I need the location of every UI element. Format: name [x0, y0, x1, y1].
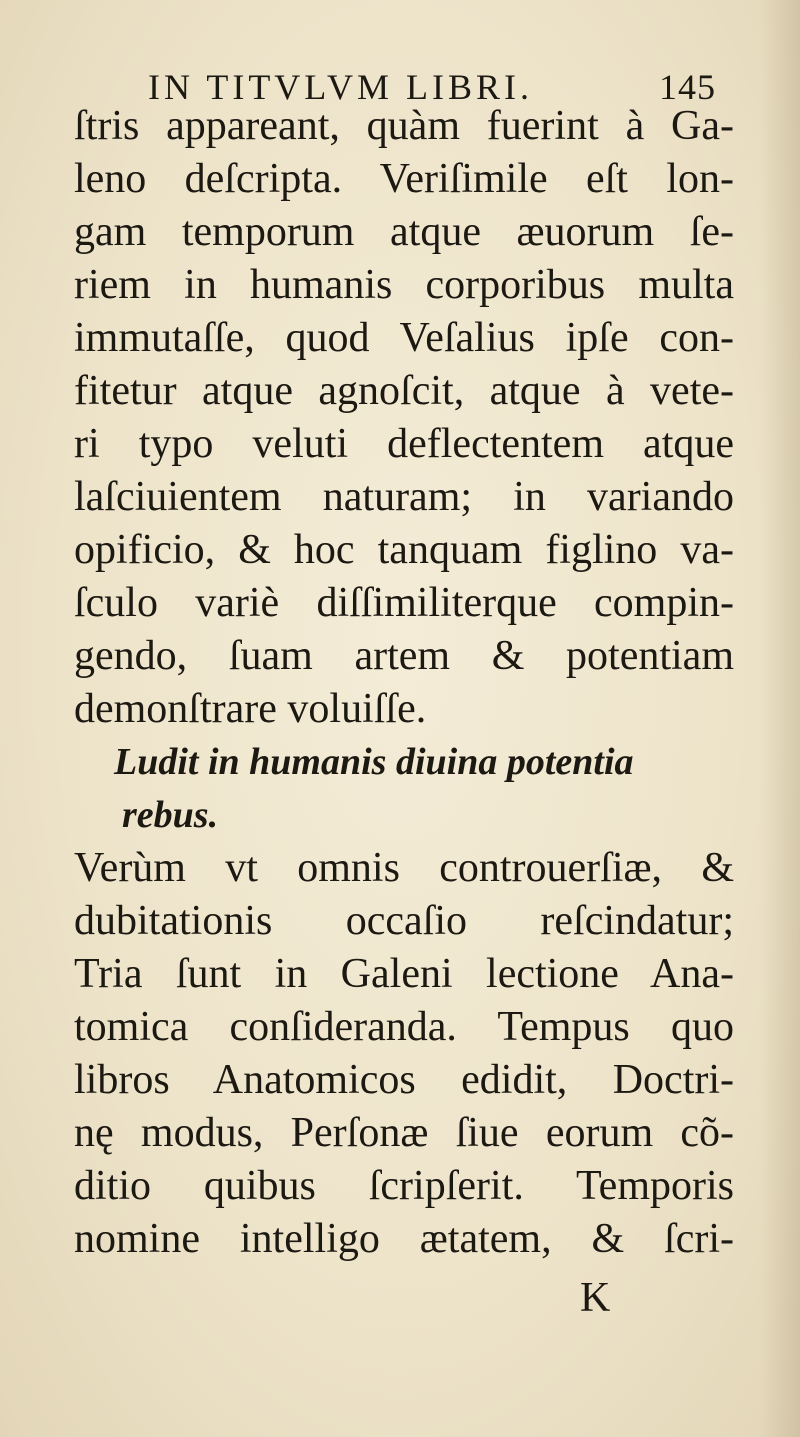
text-line: ſtris appareant, quàm fuerint à Ga- — [74, 103, 734, 149]
text-line: dubitationis occaſio reſcindatur; — [74, 898, 734, 944]
text-line: demonſtrare voluiſſe. — [74, 686, 427, 732]
text-line: ri typo veluti deflectentem atque — [74, 421, 734, 467]
text-line: libros Anatomicos edidit, Doctri- — [74, 1057, 734, 1103]
text-line: ſculo variè diſſimiliterque compin- — [74, 580, 734, 626]
text-line: riem in humanis corporibus multa — [74, 262, 734, 308]
page-number: 145 — [659, 67, 716, 107]
text-line: ditio quibus ſcripſerit. Temporis — [74, 1163, 734, 1209]
text-line: leno deſcripta. Veriſimile eſt lon- — [74, 156, 734, 202]
marginal-note-line: Ludit in humanis diuina potentia — [114, 741, 634, 783]
text-line: opificio, & hoc tanquam figlino va- — [74, 527, 734, 573]
catchword: K — [580, 1275, 611, 1321]
text-line: nomine intelligo ætatem, & ſcri- — [74, 1216, 734, 1262]
text-line: laſciuientem naturam; in variando — [74, 474, 734, 520]
body-text — [74, 100, 734, 1266]
text-line: tomica conſideranda. Tempus quo — [74, 1004, 734, 1050]
text-line: nę modus, Perſonæ ſiue eorum cõ- — [74, 1110, 734, 1156]
text-line: Verùm vt omnis controuerſiæ, & — [74, 845, 734, 891]
text-line: gam temporum atque æuorum ſe- — [74, 209, 734, 255]
running-head: IN TITVLVM LIBRI. — [148, 67, 533, 107]
text-line: fitetur atque agnoſcit, atque à vete- — [74, 368, 734, 414]
marginal-note-line: rebus. — [122, 794, 219, 836]
text-line: gendo, ſuam artem & potentiam — [74, 633, 734, 679]
text-line: immutaſſe, quod Veſalius ipſe con- — [74, 315, 734, 361]
text-line: Tria ſunt in Galeni lectione Ana- — [74, 951, 734, 997]
